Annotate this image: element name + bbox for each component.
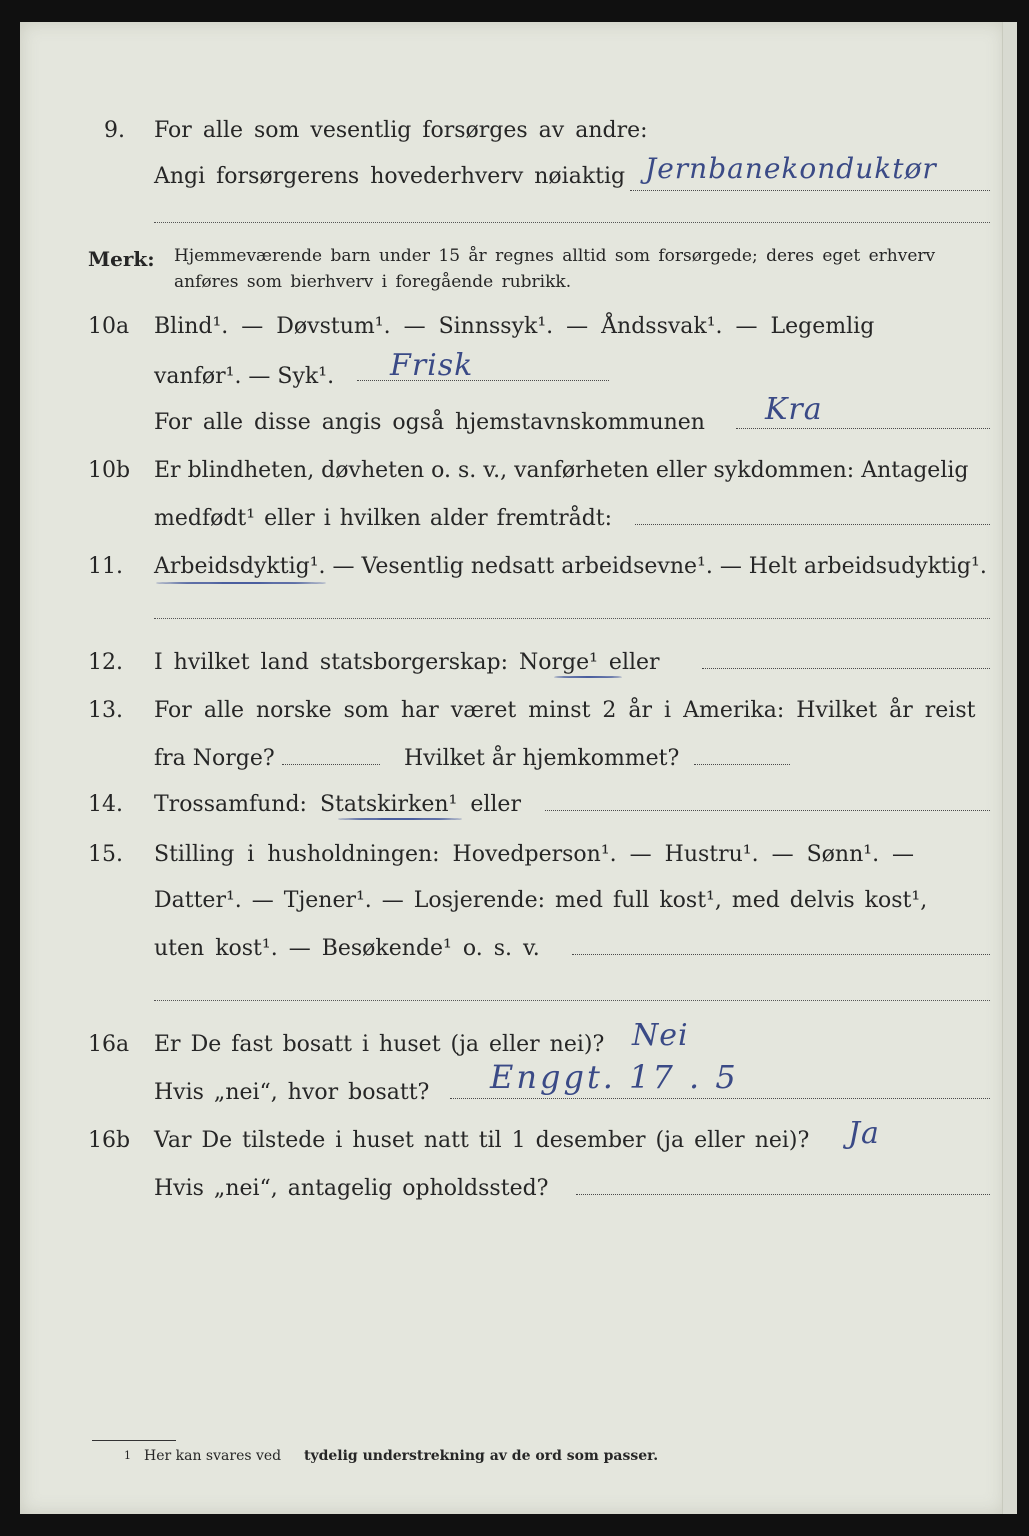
q16a-bosatt-answer-line	[450, 1098, 990, 1099]
q10a-line2: vanfør¹. — Syk¹.	[154, 364, 335, 389]
q16a-line2: Hvis „nei“, hvor bosatt?	[154, 1080, 430, 1105]
q10a-line3: For alle disse angis også hjemstavnskommunen	[154, 410, 705, 435]
q12-line1: I hvilket land statsborgerskap: Norge¹ eller	[154, 650, 660, 675]
q9-handwritten-answer: Jernbanekonduktør	[645, 152, 937, 185]
item-number-16b: 16b	[88, 1128, 131, 1153]
q10a-handwritten-frisk: Frisk	[390, 348, 474, 383]
q9-separator	[154, 222, 990, 223]
q14-line1: Trossamfund: Statskirken¹ eller	[154, 792, 521, 817]
q13-line2b: Hvilket år hjemkommet?	[404, 746, 680, 771]
item-number-13: 13.	[88, 698, 123, 723]
q13-reist-answer-line	[282, 764, 380, 765]
q15-separator	[154, 1000, 990, 1001]
q11-handwritten-underline	[156, 582, 326, 584]
q11-separator	[154, 618, 990, 619]
census-form-page	[20, 22, 1005, 1514]
q10b-answer-line	[635, 524, 990, 525]
q16b-line1: Var De tilstede i huset natt til 1 desember (ja eller nei)?	[154, 1128, 810, 1153]
q10a-line1: Blind¹. — Døvstum¹. — Sinnssyk¹. — Åndssvak¹. — Legemlig	[154, 314, 875, 339]
q10b-line2: medfødt¹ eller i hvilken alder fremtrådt:	[154, 506, 613, 531]
item-number-15: 15.	[88, 842, 123, 867]
footnote-text-plain: Her kan svares ved	[144, 1448, 282, 1464]
q10b-line1: Er blindheten, døvheten o. s. v., vanførheten eller sykdommen: Antagelig	[154, 458, 969, 483]
q15-line2: Datter¹. — Tjener¹. — Losjerende: med full kost¹, med delvis kost¹,	[154, 888, 928, 913]
merk-line2: anføres som bierhverv i foregående rubrikk.	[174, 272, 572, 292]
footnote-mark: 1	[124, 1449, 131, 1462]
footnote-text-bold	[304, 1448, 658, 1464]
q13-hjemkommet-answer-line	[694, 764, 790, 765]
item-number-16a: 16a	[88, 1032, 130, 1057]
q9-answer-line	[630, 190, 990, 191]
q15-answer-line	[572, 954, 990, 955]
merk-line1: Hjemmeværende barn under 15 år regnes alltid som forsørgede; deres eget erhverv	[174, 246, 936, 266]
footnote-rule	[92, 1440, 176, 1441]
q16a-line1: Er De fast bosatt i huset (ja eller nei)?	[154, 1032, 605, 1057]
q10a-hjemstavn-answer-line	[736, 428, 990, 429]
q9-line1: For alle som vesentlig forsørges av andre:	[154, 118, 648, 143]
footnote-bold-phrase: tydelig understrekning av de ord som passer.	[304, 1448, 659, 1464]
q16b-handwritten-ja: Ja	[848, 1116, 880, 1151]
q12-norge-underline	[554, 676, 622, 678]
q12-answer-line	[702, 668, 990, 669]
item-number-12: 12.	[88, 650, 123, 675]
q10a-handwritten-kra: Kra	[765, 392, 823, 427]
q15-line3: uten kost¹. — Besøkende¹ o. s. v.	[154, 936, 540, 961]
q14-answer-line	[545, 810, 990, 811]
merk-label: Merk:	[88, 247, 155, 271]
item-number-11: 11.	[88, 554, 123, 579]
item-number-14: 14.	[88, 792, 123, 817]
q11-line1: Arbeidsdyktig¹. — Vesentlig nedsatt arbeidsevne¹. — Helt arbeidsudyktig¹.	[154, 554, 987, 579]
item-number-9: 9.	[104, 118, 125, 143]
q15-line1: Stilling i husholdningen: Hovedperson¹. — Hustru¹. — Sønn¹. —	[154, 842, 915, 867]
q16a-handwritten-nei: Nei	[632, 1018, 689, 1053]
q16a-handwritten-address: Enggt. 17 . 5	[490, 1058, 739, 1096]
q14-statskirken-underline	[338, 818, 462, 820]
item-number-10a: 10a	[88, 314, 130, 339]
item-number-10b: 10b	[88, 458, 131, 483]
q13-line2a: fra Norge?	[154, 746, 275, 771]
q9-line2: Angi forsørgerens hovederhverv nøiaktig	[154, 164, 626, 189]
q16b-answer-line	[576, 1194, 990, 1195]
q16b-line2: Hvis „nei“, antagelig opholdssted?	[154, 1176, 549, 1201]
q13-line1: For alle norske som har været minst 2 år i Amerika: Hvilket år reist	[154, 698, 976, 723]
